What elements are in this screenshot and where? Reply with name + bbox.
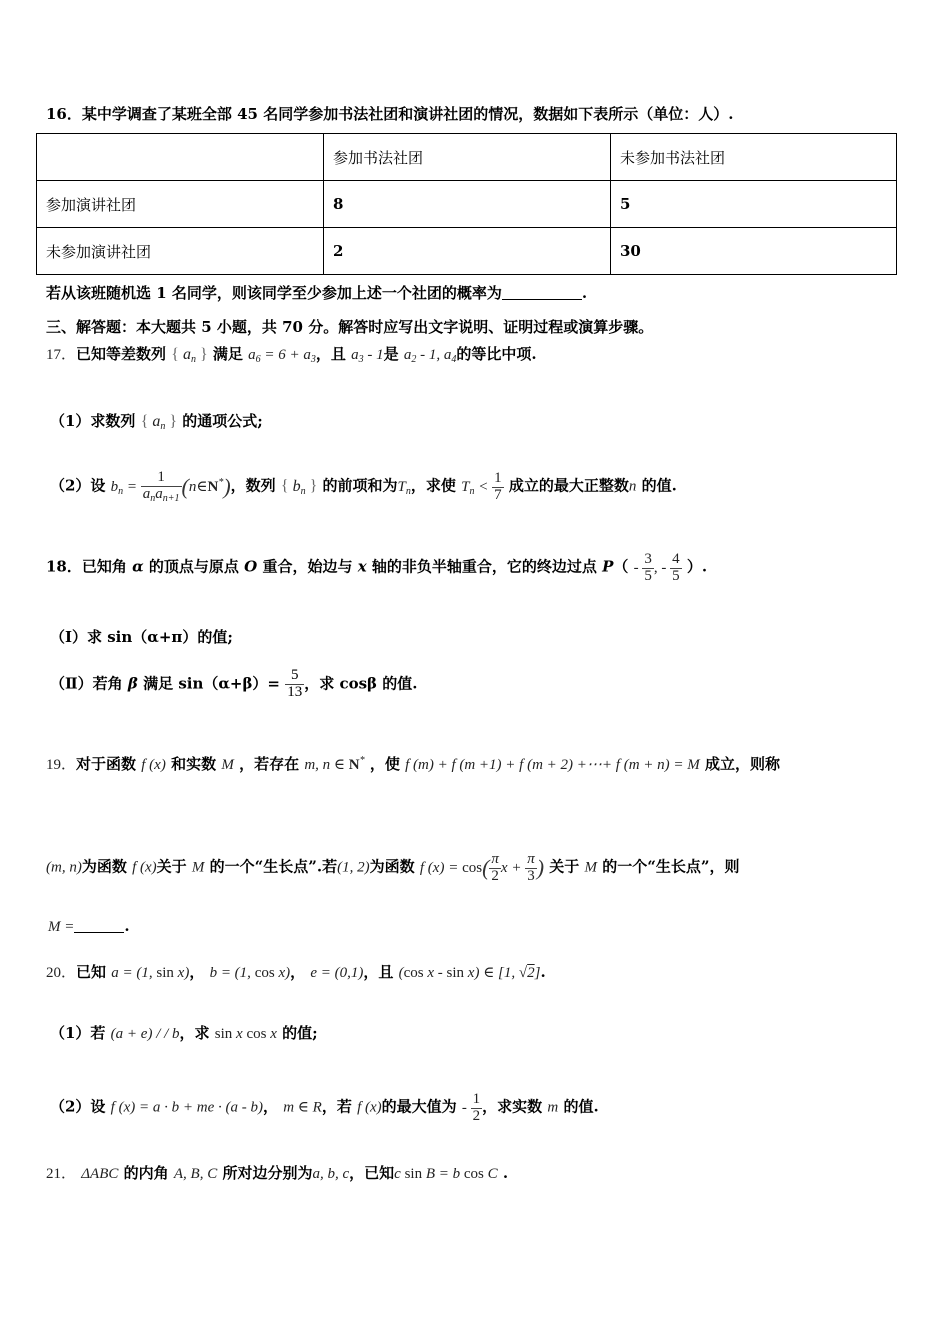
table-cell: 5 xyxy=(611,181,897,228)
q19-text: 成立，则称 xyxy=(705,755,781,773)
q20-text: ，若 xyxy=(321,1097,352,1116)
q19-text: 为函数 xyxy=(369,857,415,876)
q19-text: 的一个“生长点”，则 xyxy=(602,857,740,876)
math-x: x xyxy=(357,557,367,576)
q17-text: 的值. xyxy=(641,476,677,495)
math-M-eq: M = xyxy=(48,919,75,935)
answer-blank xyxy=(74,918,124,933)
q18-part1: （Ⅰ）求 sin（α+π）的值; xyxy=(50,628,233,646)
q18-text: 的顶点与原点 xyxy=(148,557,239,576)
math-csinB: c sin B = b cos C xyxy=(394,1166,498,1182)
math-Tn: $T_n$ xyxy=(397,478,411,497)
math-fx: f (x) xyxy=(141,757,166,773)
q21-text: 的内角 xyxy=(123,1164,169,1182)
math-mn: (m, n) xyxy=(46,859,82,876)
q19-line1 xyxy=(46,753,780,774)
table-row xyxy=(37,134,897,181)
q17-text: ，数列 xyxy=(230,476,276,495)
math-parallel: (a + e) / / b xyxy=(110,1026,180,1042)
math-alpha: α xyxy=(132,557,144,576)
math-m: m xyxy=(547,1099,559,1116)
q17-text: 是 xyxy=(383,345,399,363)
q20-text: ， xyxy=(290,963,306,981)
math-a6: $a_6 = 6 + a_3$ xyxy=(248,347,316,365)
table-cell xyxy=(37,134,324,181)
q18-text: ，求 cosβ 的值. xyxy=(304,674,418,693)
q18-text: 18．已知角 xyxy=(46,557,127,576)
fraction-num: 5 xyxy=(285,668,304,685)
math-a3-1: $a_3 - 1$ xyxy=(351,347,384,365)
q19-text: 和实数 xyxy=(171,755,217,773)
math-m-in-R: m ∈ R xyxy=(283,1099,322,1116)
q17-part2 xyxy=(50,470,677,504)
q19-text: 对于函数 xyxy=(76,755,137,773)
q18-stem xyxy=(46,552,707,585)
q17-text: 已知等差数列 xyxy=(76,345,167,363)
q19-number: 19． xyxy=(46,757,77,773)
q20-text: ，且 xyxy=(363,963,394,981)
math-mn-in-N: m, n ∈ N* xyxy=(304,755,365,773)
q20-text: . xyxy=(540,963,546,981)
table-row xyxy=(37,181,897,228)
q19-line3 xyxy=(48,917,130,936)
q20-text: ， xyxy=(189,963,205,981)
q17-text: ，求使 xyxy=(410,476,456,495)
math-fx-cos: f (x) = cos( $\frac{\pi}{2}$ x + $\frac{\pi}{3}$ ) xyxy=(419,851,545,884)
q19-text: ，使 xyxy=(369,755,400,773)
q19-line2 xyxy=(46,852,740,885)
q21-text: ，已知 xyxy=(349,1164,395,1182)
math-frac-5-13 xyxy=(285,668,304,701)
math-M: M xyxy=(221,757,234,773)
q16-question xyxy=(46,282,587,303)
table-cell: 30 xyxy=(611,228,897,275)
q19-text: 关于 xyxy=(549,857,580,876)
q17-text: （2）设 xyxy=(50,476,106,495)
math-sides: a, b, c xyxy=(312,1166,350,1182)
q17-number: 17． xyxy=(46,347,77,363)
q17-text: 的通项公式; xyxy=(182,412,263,430)
math-range: (cos x - sin x) ∈ [1, √2] xyxy=(398,965,541,981)
math-bn-def: $b_n$ = $\frac{1}{a_na_{n+1}}$ (n∈N*) xyxy=(110,469,231,504)
math-O: O xyxy=(244,557,258,576)
q18-text: 重合，始边与 xyxy=(262,557,353,576)
math-Tn-ineq: $T_n$ < $\frac{1}{7}$ xyxy=(461,469,502,503)
q17-text: 成立的最大正整数 xyxy=(508,476,629,495)
fraction-den: 5 xyxy=(644,567,652,584)
q20-text: 已知 xyxy=(76,963,107,981)
math-an: { $a_n$ } xyxy=(140,413,178,432)
q20-text: ， xyxy=(262,1097,278,1116)
q16-question-text: 若从该班随机选 1 名同学，则该同学至少参加上述一个社团的概率为 xyxy=(46,284,502,302)
math-fx-def: f (x) = a · b + me · (a - b) xyxy=(110,1099,263,1116)
table-cell: 2 xyxy=(324,228,611,275)
math-M: M xyxy=(584,859,598,876)
q19-text: ，若存在 xyxy=(239,755,300,773)
table-cell: 参加书法社团 xyxy=(324,134,611,181)
q17-text: 满足 xyxy=(212,345,243,363)
math-fx: f (x) xyxy=(132,859,157,876)
section-heading: 三、解答题：本大题共 5 小题，共 70 分。解答时应写出文字说明、证明过程或演算步骤。 xyxy=(46,318,654,336)
q20-text: ，求 xyxy=(179,1024,210,1042)
table-cell: 8 xyxy=(324,181,611,228)
q20-text: 的最大值为 xyxy=(381,1097,457,1116)
math-neg-half: - $\frac{1}{2}$ xyxy=(461,1091,481,1124)
q20-part2 xyxy=(50,1092,599,1125)
q20-text: （2）设 xyxy=(50,1097,106,1116)
table-cell: 未参加书法社团 xyxy=(611,134,897,181)
q19-text: 为函数 xyxy=(81,857,127,876)
fraction-den: 2 xyxy=(472,1107,481,1124)
q21-number: 21． xyxy=(46,1166,77,1182)
q18-text: （Ⅱ）若角 xyxy=(50,674,123,693)
table-cell: 参加演讲社团 xyxy=(37,181,324,228)
q20-part1 xyxy=(50,1022,318,1043)
fraction-num: 3 xyxy=(644,551,652,567)
q17-part1 xyxy=(50,410,263,432)
fraction-num: 1 xyxy=(472,1091,481,1107)
q16-stem: 16．某中学调查了某班全部 45 名同学参加书法社团和演讲社团的情况，数据如下表所示（单位：人）. xyxy=(46,105,734,123)
q19-text: . xyxy=(124,917,130,935)
q18-text: （ xyxy=(613,557,629,576)
math-point: - $\frac{3}{5}$ , - $\frac{4}{5}$ xyxy=(633,551,680,584)
math-a2-a4: $a_2 - 1$, $a_4$ xyxy=(403,347,457,365)
q21-text: 所对边分别为 xyxy=(222,1164,313,1182)
q16-question-end: . xyxy=(581,284,588,302)
q19-text: 的一个“生长点”.若 xyxy=(209,857,338,876)
math-beta: β xyxy=(127,674,138,693)
q20-text: 的值. xyxy=(563,1097,599,1116)
q18-text: 轴的非负半轴重合，它的终边过点 xyxy=(371,557,597,576)
q18-part2 xyxy=(50,668,417,701)
q21-stem xyxy=(46,1162,508,1183)
math-triangle-abc: ΔABC xyxy=(81,1166,119,1182)
q17-text: ，且 xyxy=(315,345,346,363)
math-M: M xyxy=(191,859,205,876)
q19-text: 关于 xyxy=(156,857,187,876)
q20-text: ，求实数 xyxy=(482,1097,543,1116)
q17-text: 的前项和为 xyxy=(322,476,398,495)
math-fx: f (x) xyxy=(357,1099,382,1116)
math-vec-b: b = (1, cos x) xyxy=(209,965,291,981)
math-n: n xyxy=(628,478,637,495)
answer-blank xyxy=(502,285,582,300)
q18-text: ）. xyxy=(686,557,708,576)
q17-stem xyxy=(46,343,537,365)
table-cell: 未参加演讲社团 xyxy=(37,228,324,275)
q17-text: （1）求数列 xyxy=(50,412,136,430)
q16-table xyxy=(36,133,897,275)
q20-text: （1）若 xyxy=(50,1024,106,1042)
math-vec-a: a = (1, sin x) xyxy=(111,965,190,981)
fraction-den: 5 xyxy=(672,567,680,584)
table-row xyxy=(37,228,897,275)
math-sincos: sin x cos x xyxy=(214,1026,277,1042)
q17-text: 的等比中项. xyxy=(456,345,537,363)
q20-text: 的值; xyxy=(282,1024,318,1042)
q18-text: 满足 sin（α+β）= xyxy=(143,674,281,693)
math-angles: A, B, C xyxy=(173,1166,218,1182)
q21-text: . xyxy=(502,1164,509,1182)
q20-number: 20． xyxy=(46,965,77,981)
math-vec-e: e = (0,1) xyxy=(310,965,364,981)
math-point-12: (1, 2) xyxy=(337,859,370,876)
math-P: P xyxy=(602,557,614,576)
q20-stem xyxy=(46,961,546,982)
fraction-num: 4 xyxy=(672,551,680,567)
fraction-den: 13 xyxy=(287,683,303,700)
math-bn: { $b_n$ } xyxy=(280,477,318,497)
math-sum-eq: f (m) + f (m +1) + f (m + 2) +⋯+ f (m + n) = M xyxy=(405,757,700,773)
math-an: { $a_n$ } xyxy=(171,346,208,365)
